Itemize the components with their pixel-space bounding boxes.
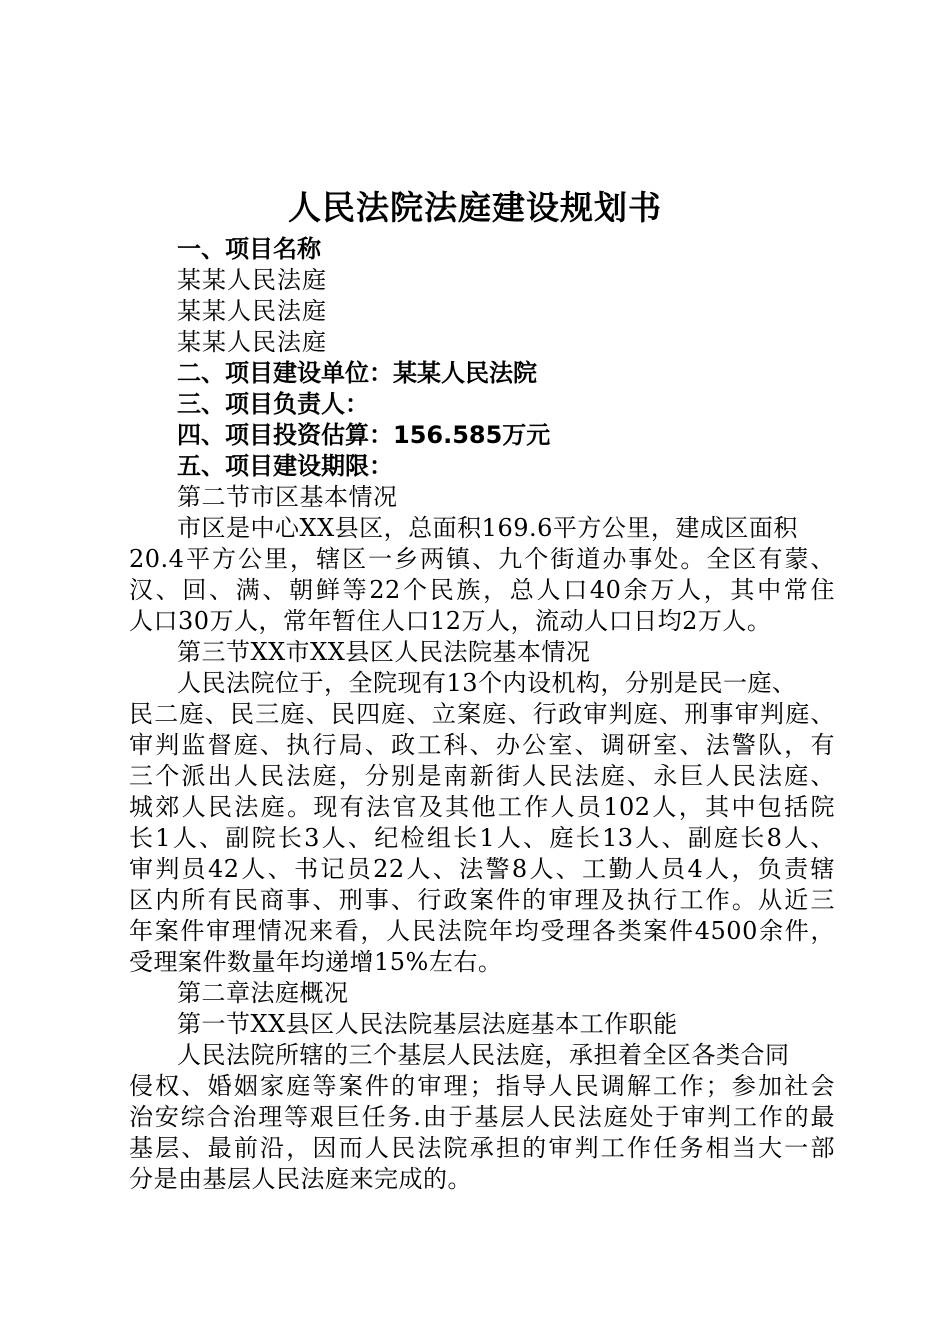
- section-heading-construction-unit: 二、项目建设单位：某某人民法院: [177, 359, 537, 387]
- subsection-heading-court-functions: 第一节XX县区人民法院基层法庭基本工作职能: [177, 1010, 678, 1038]
- paragraph-line: 基层、最前沿，因而人民法院承担的审判工作任务相当大一部: [129, 1134, 835, 1162]
- paragraph-line: 人民法院位于，全院现有13个内设机构，分别是民一庭、: [177, 669, 797, 697]
- paragraph-line: 分是由基层人民法庭来完成的。: [129, 1165, 472, 1193]
- paragraph-line: 20.4平方公里，辖区一乡两镇、九个街道办事处。全区有蒙、: [129, 545, 835, 573]
- paragraph-line: 民二庭、民三庭、民四庭、立案庭、行政审判庭、刑事审判庭、: [129, 700, 835, 728]
- paragraph-line: 三个派出人民法庭，分别是南新街人民法庭、永巨人民法庭、: [129, 762, 835, 790]
- section-heading-schedule: 五、项目建设期限：: [177, 452, 393, 480]
- paragraph-line: 年案件审理情况来看，人民法院年均受理各类案件4500余件，: [129, 917, 835, 945]
- paragraph-line: 市区是中心XX县区，总面积169.6平方公里，建成区面积: [177, 514, 798, 542]
- paragraph-line: 审判监督庭、执行局、政工科、办公室、调研室、法警队，有: [129, 731, 835, 759]
- project-name-item: 某某人民法庭: [177, 266, 327, 294]
- subsection-heading-city-overview: 第二节市区基本情况: [177, 483, 398, 511]
- chapter-heading-court-overview: 第二章法庭概况: [177, 979, 349, 1007]
- paragraph-line: 汉、回、满、朝鲜等22个民族，总人口40余万人，其中常住: [129, 576, 835, 604]
- project-name-item: 某某人民法庭: [177, 297, 327, 325]
- paragraph-line: 侵权、婚姻家庭等案件的审理；指导人民调解工作；参加社会: [129, 1072, 835, 1100]
- paragraph-line: 长1人、副院长3人、纪检组长1人、庭长13人、副庭长8人、: [129, 824, 835, 852]
- paragraph-line: 治安综合治理等艰巨任务.由于基层人民法庭处于审判工作的最: [129, 1103, 835, 1131]
- paragraph-line: 人口30万人，常年暂住人口12万人，流动人口日均2万人。: [129, 607, 772, 635]
- section-heading-project-lead: 三、项目负责人：: [177, 390, 369, 418]
- paragraph-line: 审判员42人、书记员22人、法警8人、工勤人员4人，负责辖: [129, 855, 835, 883]
- document-title: 人民法院法庭建设规划书: [288, 188, 662, 227]
- subsection-heading-court-overview: 第三节XX市XX县区人民法院基本情况: [177, 638, 591, 666]
- section-heading-investment: 四、项目投资估算：156.585万元: [177, 421, 551, 449]
- project-name-item: 某某人民法庭: [177, 328, 327, 356]
- paragraph-line: 受理案件数量年均递增15%左右。: [129, 948, 503, 976]
- paragraph-line: 人民法院所辖的三个基层人民法庭，承担着全区各类合同: [177, 1041, 790, 1069]
- section-heading-project-name: 一、项目名称: [177, 235, 321, 263]
- document-body: [129, 234, 835, 1195]
- paragraph-line: 城郊人民法庭。现有法官及其他工作人员102人，其中包括院: [129, 793, 835, 821]
- paragraph-line: 区内所有民商事、刑事、行政案件的审理及执行工作。从近三: [129, 886, 835, 914]
